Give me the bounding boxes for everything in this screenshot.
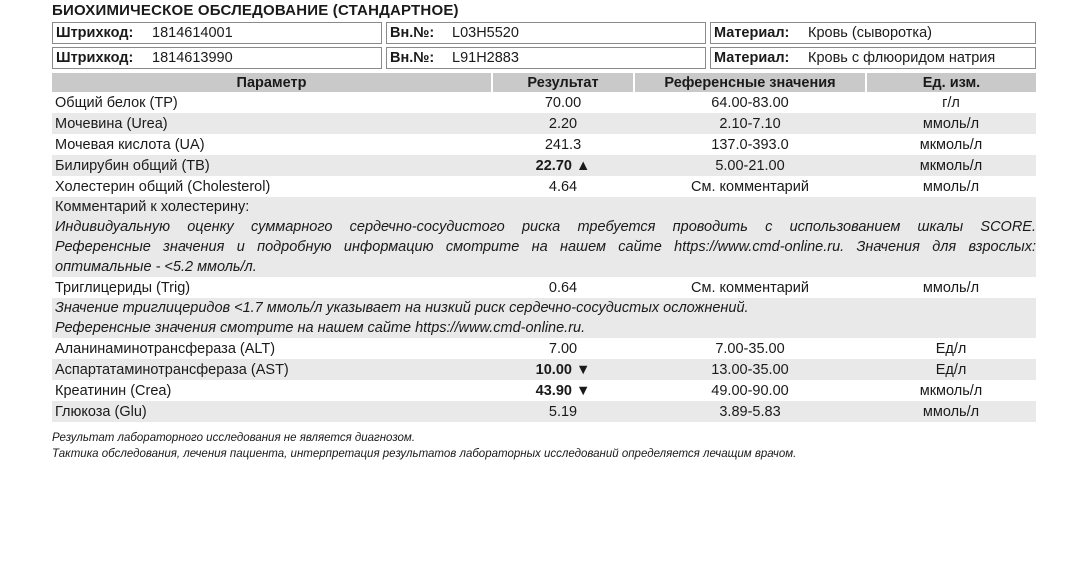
header-param: Параметр bbox=[52, 73, 492, 92]
table-row bbox=[52, 338, 1036, 359]
unit: ммоль/л bbox=[922, 178, 980, 195]
material-label: Материал: bbox=[714, 25, 790, 41]
reference-range: 7.00-35.00 bbox=[715, 340, 785, 357]
result-value: 5.19 bbox=[492, 401, 634, 422]
footer-disclaimer bbox=[52, 430, 1036, 462]
comment-line: Референсные значения и подробную информацию смотрите на нашем сайте https://www.cmd-online.ru. Значения для взрослых: bbox=[55, 239, 1036, 255]
result-value: 7.00 bbox=[548, 340, 578, 357]
table-row bbox=[52, 134, 1036, 155]
reference-range: См. комментарий bbox=[691, 279, 809, 296]
cholesterol-comment-row bbox=[52, 197, 1036, 277]
param-name: Триглицериды (Trig) bbox=[55, 279, 191, 296]
barcode-label: Штрихкод: bbox=[56, 25, 134, 41]
footer-line: Результат лабораторного исследования не является диагнозом. bbox=[52, 432, 416, 444]
trig-comment-row bbox=[52, 298, 1036, 338]
comment-line: Референсные значения смотрите на нашем сайте https://www.cmd-online.ru. bbox=[55, 320, 586, 336]
table-row bbox=[52, 380, 1036, 401]
footer-line: Тактика обследования, лечения пациента, интерпретация результатов лабораторных исследований определяется лечащим врачом. bbox=[52, 448, 797, 460]
report-title: БИОХИМИЧЕСКОЕ ОБСЛЕДОВАНИЕ (СТАНДАРТНОЕ) bbox=[52, 2, 459, 19]
result-value: 4.64 bbox=[548, 178, 578, 195]
report-page bbox=[52, 0, 1036, 462]
param-name: Мочевина (Urea) bbox=[52, 113, 492, 134]
param-name: Холестерин общий (Cholesterol) bbox=[55, 178, 271, 195]
reference-range: 137.0-393.0 bbox=[711, 136, 789, 153]
unit: мкмоль/л bbox=[919, 136, 983, 153]
param-name: Мочевая кислота (UA) bbox=[55, 136, 205, 153]
header-result: Результат bbox=[492, 73, 634, 92]
table-row bbox=[52, 92, 1036, 113]
unit: Ед/л bbox=[935, 340, 967, 357]
reference-range: 3.89-5.83 bbox=[634, 401, 866, 422]
material-label: Материал: bbox=[714, 50, 790, 66]
param-name: Креатинин (Crea) bbox=[55, 382, 172, 399]
vn-cell bbox=[386, 22, 706, 44]
result-value: 241.3 bbox=[544, 136, 582, 153]
comment-heading: Комментарий к холестерину: bbox=[55, 199, 250, 215]
barcode-cell bbox=[52, 47, 382, 69]
trig-comment bbox=[52, 298, 1036, 338]
reference-range: 49.00-90.00 bbox=[711, 382, 789, 399]
result-value-low: 43.90 ▼ bbox=[535, 382, 591, 399]
cholesterol-comment bbox=[52, 197, 1036, 277]
table-row bbox=[52, 176, 1036, 197]
table-row bbox=[52, 113, 1036, 134]
param-name: Глюкоза (Glu) bbox=[52, 401, 492, 422]
material-cell bbox=[710, 47, 1036, 69]
result-value: 0.64 bbox=[548, 279, 578, 296]
reference-range: 64.00-83.00 bbox=[711, 94, 789, 111]
unit: ммоль/л bbox=[866, 401, 1036, 422]
table-header-row bbox=[52, 73, 1036, 92]
reference-range: 13.00-35.00 bbox=[634, 359, 866, 380]
result-value-low: 10.00 ▼ bbox=[492, 359, 634, 380]
material-value: Кровь с флюоридом натрия bbox=[808, 50, 996, 66]
table-row bbox=[52, 277, 1036, 298]
result-value: 70.00 bbox=[544, 94, 582, 111]
table-row bbox=[52, 401, 1036, 422]
result-value: 2.20 bbox=[492, 113, 634, 134]
table-row bbox=[52, 155, 1036, 176]
vn-value: L91H2883 bbox=[452, 50, 519, 66]
info-row-1 bbox=[52, 22, 1036, 44]
param-name: Аланинаминотрансфераза (ALT) bbox=[55, 340, 276, 357]
barcode-value: 1814613990 bbox=[152, 50, 233, 66]
vn-value: L03H5520 bbox=[452, 25, 519, 41]
barcode-value: 1814614001 bbox=[152, 25, 233, 41]
results-table bbox=[52, 73, 1036, 422]
barcode-label: Штрихкод: bbox=[56, 50, 134, 66]
vn-cell bbox=[386, 47, 706, 69]
unit: ммоль/л bbox=[866, 113, 1036, 134]
reference-range: См. комментарий bbox=[691, 178, 809, 195]
material-value: Кровь (сыворотка) bbox=[808, 25, 932, 41]
material-cell bbox=[710, 22, 1036, 44]
param-name: Общий белок (TP) bbox=[55, 94, 178, 111]
comment-line: оптимальные - <5.2 ммоль/л. bbox=[55, 259, 257, 275]
param-name: Билирубин общий (TB) bbox=[52, 155, 492, 176]
unit: ммоль/л bbox=[922, 279, 980, 296]
unit: мкмоль/л bbox=[919, 382, 983, 399]
unit: г/л bbox=[942, 94, 960, 111]
info-row-2 bbox=[52, 47, 1036, 69]
header-unit: Ед. изм. bbox=[866, 73, 1036, 92]
vn-label: Вн.№: bbox=[390, 50, 435, 66]
barcode-cell bbox=[52, 22, 382, 44]
result-value-high: 22.70 ▲ bbox=[492, 155, 634, 176]
header-reference: Референсные значения bbox=[634, 73, 866, 92]
table-row bbox=[52, 359, 1036, 380]
reference-range: 5.00-21.00 bbox=[634, 155, 866, 176]
unit: Ед/л bbox=[866, 359, 1036, 380]
comment-line: Индивидуальную оценку суммарного сердечно-сосудистого риска требуется проводить с использованием шкалы SCORE. bbox=[55, 219, 1036, 235]
unit: мкмоль/л bbox=[866, 155, 1036, 176]
reference-range: 2.10-7.10 bbox=[634, 113, 866, 134]
comment-line: Значение триглицеридов <1.7 ммоль/л указывает на низкий риск сердечно-сосудистых осложнений. bbox=[55, 300, 749, 316]
vn-label: Вн.№: bbox=[390, 25, 435, 41]
param-name: Аспартатаминотрансфераза (AST) bbox=[52, 359, 492, 380]
